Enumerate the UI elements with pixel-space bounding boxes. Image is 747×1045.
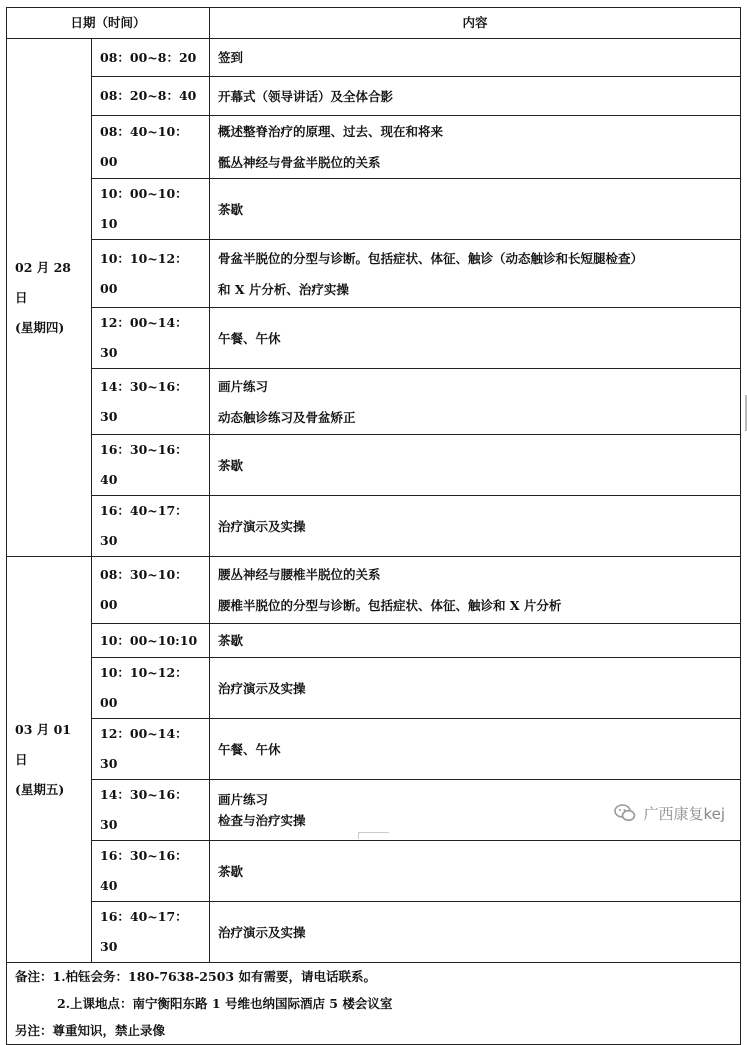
time-cell: 16：40~17：30 bbox=[92, 496, 210, 557]
time-cell: 14：30~16：30 bbox=[92, 780, 210, 841]
header-row bbox=[7, 8, 741, 39]
content-line: 骶丛神经与骨盆半脱位的关系 bbox=[218, 155, 381, 170]
table-row bbox=[7, 902, 741, 963]
content-line: 午餐、午休 bbox=[218, 741, 281, 757]
content-cell bbox=[210, 557, 741, 624]
date-cell bbox=[7, 39, 92, 557]
time-cell: 10：00~10:10 bbox=[92, 624, 210, 658]
time-cell: 14：30~16：30 bbox=[92, 369, 210, 435]
content-cell bbox=[210, 658, 741, 719]
content-line: 茶歇 bbox=[218, 863, 244, 879]
time-cell: 08：40~10：00 bbox=[92, 116, 210, 179]
content-line: 画片练习 bbox=[218, 378, 269, 394]
content-cell bbox=[210, 77, 741, 116]
table-row bbox=[7, 719, 741, 780]
content-cell bbox=[210, 719, 741, 780]
table-row bbox=[7, 240, 741, 308]
schedule-table bbox=[6, 7, 741, 1045]
content-cell bbox=[210, 116, 741, 179]
content-line: 茶歇 bbox=[218, 633, 244, 648]
time-cell: 16：30~16：40 bbox=[92, 435, 210, 496]
content-line: 腰丛神经与腰椎半脱位的关系 bbox=[218, 567, 381, 582]
content-line: 治疗演示及实操 bbox=[218, 518, 306, 534]
content-cell bbox=[210, 841, 741, 902]
table-row bbox=[7, 116, 741, 179]
table-row bbox=[7, 77, 741, 116]
weekday-label: (星期五) bbox=[15, 781, 65, 797]
notes-row bbox=[7, 963, 741, 1045]
content-cell bbox=[210, 240, 741, 308]
table-row bbox=[7, 39, 741, 77]
content-cell bbox=[210, 39, 741, 77]
content-line: 检查与治疗实操 bbox=[218, 813, 306, 828]
wechat-icon bbox=[613, 801, 637, 825]
bottom-marker bbox=[358, 832, 389, 839]
table-row bbox=[7, 624, 741, 658]
content-cell bbox=[210, 179, 741, 240]
content-cell bbox=[210, 624, 741, 658]
content-line: 茶歇 bbox=[218, 201, 244, 217]
content-line: 茶歇 bbox=[218, 457, 244, 473]
watermark bbox=[613, 801, 725, 825]
content-line: 概述整脊治疗的原理、过去、现在和将来 bbox=[218, 124, 444, 139]
table-row bbox=[7, 658, 741, 719]
content-cell bbox=[210, 369, 741, 435]
notes-cell bbox=[7, 963, 741, 1045]
table-row bbox=[7, 308, 741, 369]
watermark-text: 广西康复kej bbox=[643, 804, 725, 823]
time-cell: 16：40~17：30 bbox=[92, 902, 210, 963]
content-line: 治疗演示及实操 bbox=[218, 924, 306, 940]
table-row bbox=[7, 369, 741, 435]
table-row bbox=[7, 841, 741, 902]
content-line: 午餐、午休 bbox=[218, 330, 281, 346]
content-cell bbox=[210, 496, 741, 557]
content-line: 骨盆半脱位的分型与诊断。包括症状、体征、触诊（动态触诊和长短腿检查） bbox=[218, 250, 644, 266]
time-cell: 10：10~12：00 bbox=[92, 658, 210, 719]
content-line: 开幕式（领导讲话）及全体合影 bbox=[218, 88, 394, 104]
table-row bbox=[7, 496, 741, 557]
header-content: 内容 bbox=[210, 8, 741, 39]
date-cell bbox=[7, 557, 92, 963]
content-line: 腰椎半脱位的分型与诊断。包括症状、体征、触诊和 X 片分析 bbox=[218, 598, 562, 613]
content-line: 和 X 片分析、治疗实操 bbox=[218, 281, 349, 297]
content-line: 画片练习 bbox=[218, 792, 269, 807]
content-line: 动态触诊练习及骨盆矫正 bbox=[218, 409, 356, 425]
time-cell: 10：10~12：00 bbox=[92, 240, 210, 308]
time-cell: 08：30~10：00 bbox=[92, 557, 210, 624]
content-cell bbox=[210, 308, 741, 369]
table-row bbox=[7, 557, 741, 624]
weekday-label: (星期四) bbox=[15, 319, 65, 335]
time-cell: 12：00~14：30 bbox=[92, 308, 210, 369]
content-line: 签到 bbox=[218, 50, 244, 65]
note-line-2: 2.上课地点：南宁衡阳东路 1 号维也纳国际酒店 5 楼会议室 bbox=[57, 996, 393, 1011]
header-date: 日期（时间） bbox=[7, 8, 210, 39]
content-line: 治疗演示及实操 bbox=[218, 680, 306, 696]
time-cell: 08：20~8：40 bbox=[92, 77, 210, 116]
table-row bbox=[7, 435, 741, 496]
note-line-1: 备注：1.柏钰会务：180-7638-2503 如有需要，请电话联系。 bbox=[15, 969, 376, 984]
time-cell: 10：00~10：10 bbox=[92, 179, 210, 240]
time-cell: 16：30~16：40 bbox=[92, 841, 210, 902]
table-row bbox=[7, 179, 741, 240]
date-label: 02 月 28 日 bbox=[15, 259, 71, 305]
date-label: 03 月 01 日 bbox=[15, 721, 71, 767]
note-line-3: 另注：尊重知识，禁止录像 bbox=[15, 1023, 166, 1038]
content-cell bbox=[210, 902, 741, 963]
content-cell bbox=[210, 435, 741, 496]
time-cell: 12：00~14：30 bbox=[92, 719, 210, 780]
time-cell: 08：00~8：20 bbox=[92, 39, 210, 77]
